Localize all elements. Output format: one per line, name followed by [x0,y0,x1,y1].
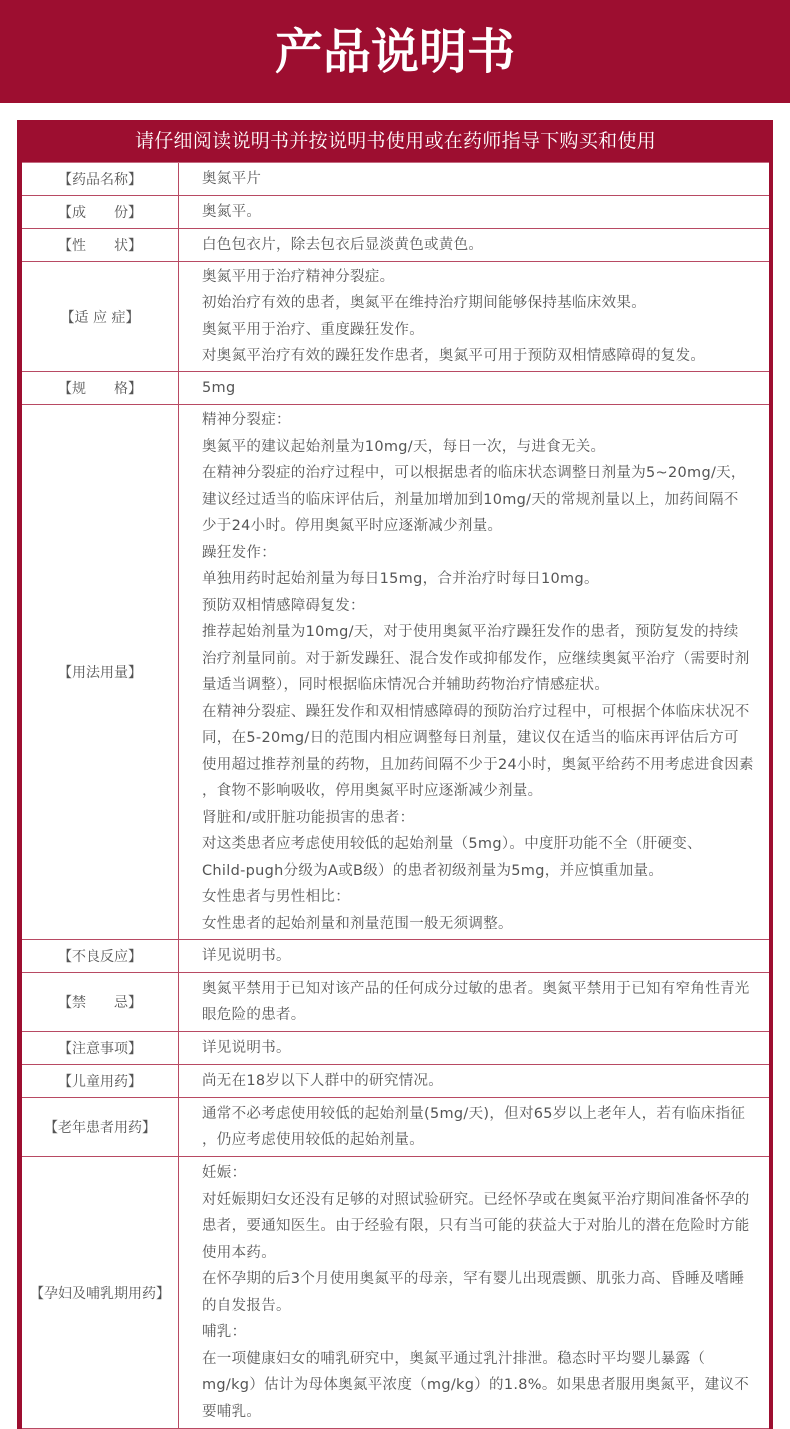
value-line: 详见说明书。 [202,1039,291,1056]
row-label: 【禁 忌】 [22,973,179,1031]
row-label: 【孕妇及哺乳期用药】 [22,1157,179,1428]
value-line: 眼危险的患者。 [202,1007,306,1023]
row-value [179,163,769,195]
value-line: 肾脏和/或肝脏功能损害的患者： [202,809,415,826]
table-row-adverse-reactions [22,940,769,973]
table-row-indications [22,262,769,372]
row-value [179,940,769,972]
value-line: 女性患者与男性相比： [202,889,350,905]
value-line: 奥氮平的建议起始剂量为10mg/天，每日一次，与进食无关。 [202,438,606,455]
row-label: 【儿童用药】 [22,1065,179,1097]
value-line: 治疗剂量同前。对于新发躁狂、混合发作或抑郁发作，应继续奥氮平治疗（需要时剂 [202,650,750,667]
table-row-dosage [22,405,769,940]
value-line: 奥氮平用于治疗精神分裂症。 [202,268,395,285]
value-line: 详见说明书。 [202,947,291,964]
row-label: 【注意事项】 [22,1032,179,1064]
row-value [179,229,769,261]
value-line: 在精神分裂症、躁狂发作和双相情感障碍的预防治疗过程中，可根据个体临床状况不 [202,703,750,720]
value-line: Child-pugh分级为A或B级）的患者初级剂量为5mg，并应慎重加量。 [202,862,664,879]
row-value [179,1098,769,1156]
value-line: 同，在5-20mg/日的范围内相应调整每日剂量，建议仅在适当的临床再评估后方可 [202,730,739,746]
value-line: ，仍应考虑使用较低的起始剂量。 [202,1132,424,1148]
instructions-table [17,120,773,1429]
instructions-grid [22,162,769,1429]
value-line: 对奥氮平治疗有效的躁狂发作患者，奥氮平可用于预防双相情感障碍的复发。 [202,348,706,364]
table-row-ingredients [22,196,769,229]
table-row-specification [22,372,769,405]
value-line: 的自发报告。 [202,1297,291,1314]
value-line: ，食物不影响吸收，停用奥氮平时应逐渐减少剂量。 [202,783,543,799]
row-value [179,1157,769,1428]
value-line: 量适当调整），同时根据临床情况合并辅助药物治疗情感症状。 [202,677,610,693]
value-line: 预防双相情感障碍复发： [202,597,365,614]
value-line: 通常不必考虑使用较低的起始剂量(5mg/天)，但对65岁以上老年人，若有临床指征 [202,1105,746,1122]
value-line: 初始治疗有效的患者，奥氮平在维持治疗期间能够保持基临床效果。 [202,295,646,311]
value-line: 女性患者的起始剂量和剂量范围一般无须调整。 [202,915,513,932]
value-line: 要哺乳。 [202,1403,262,1420]
row-label: 【药品名称】 [22,163,179,195]
value-line: 奥氮平禁用于已知对该产品的任何成分过敏的患者。奥氮平禁用于已知有窄角性青光 [202,980,750,997]
row-value [179,1065,769,1097]
table-row-appearance [22,229,769,262]
table-row-precautions [22,1032,769,1065]
value-line: 建议经过适当的临床评估后，剂量加增加到10mg/天的常规剂量以上，加药间隔不 [202,491,739,508]
value-line: 妊娠： [202,1165,247,1181]
row-value [179,405,769,939]
row-label: 【成 份】 [22,196,179,228]
row-label: 【用法用量】 [22,405,179,939]
value-line: 少于24小时。停用奥氮平时应逐渐减少剂量。 [202,518,503,534]
row-value [179,196,769,228]
value-line: 精神分裂症： [202,412,291,428]
value-line: 躁狂发作： [202,544,276,561]
value-line: 单独用药时起始剂量为每日15mg，合并治疗时每日10mg。 [202,571,599,587]
row-value [179,372,769,404]
row-label: 【规 格】 [22,372,179,404]
value-line: 患者，要通知医生。由于经验有限，只有当可能的获益大于对胎儿的潜在危险时方能 [202,1218,750,1234]
row-label: 【性 状】 [22,229,179,261]
row-value [179,973,769,1031]
page-title: 产品说明书 [274,24,515,80]
row-label: 【适 应 症】 [22,262,179,371]
value-line: 使用超过推荐剂量的药物，且加药间隔不少于24小时，奥氮平给药不用考虑进食因素 [202,756,754,773]
value-line: 对这类患者应考虑使用较低的起始剂量（5mg）。中度肝功能不全（肝硬变、 [202,836,702,852]
value-line: 在怀孕期的后3个月使用奥氮平的母亲，罕有婴儿出现震颤、肌张力高、昏睡及嗜睡 [202,1271,745,1287]
value-line: 奥氮平用于治疗、重度躁狂发作。 [202,321,424,338]
value-line: 奥氮平片 [202,170,262,187]
value-line: 5mg [202,379,236,396]
row-value [179,262,769,371]
row-label: 【老年患者用药】 [22,1098,179,1156]
value-line: 使用本药。 [202,1244,276,1261]
value-line: 哺乳： [202,1324,247,1340]
row-label: 【不良反应】 [22,940,179,972]
value-line: 白色包衣片，除去包衣后显淡黄色或黄色。 [202,236,484,253]
usage-notice: 请仔细阅读说明书并按说明书使用或在药师指导下购买和使用 [134,130,657,152]
value-line: 尚无在18岁以下人群中的研究情况。 [202,1072,444,1089]
value-line: 推荐起始剂量为10mg/天，对于使用奥氮平治疗躁狂发作的患者，预防复发的持续 [202,624,739,640]
value-line: 奥氮平。 [202,203,262,220]
row-value [179,1032,769,1064]
table-row-drug-name [22,163,769,196]
table-row-pregnancy-lactation [22,1157,769,1429]
table-row-pediatric-use [22,1065,769,1098]
table-row-contraindications [22,973,769,1032]
value-line: 在精神分裂症的治疗过程中，可以根据患者的临床状态调整日剂量为5~20mg/天， [202,465,746,481]
value-line: 对妊娠期妇女还没有足够的对照试验研究。已经怀孕或在奥氮平治疗期间准备怀孕的 [202,1191,750,1208]
value-line: mg/kg）估计为母体奥氮平浓度（mg/kg）的1.8%。如果患者服用奥氮平，建议不 [202,1377,750,1393]
value-line: 在一项健康妇女的哺乳研究中，奥氮平通过乳汁排泄。稳态时平均婴儿暴露（ [202,1350,706,1367]
header-banner [0,0,790,103]
table-row-geriatric-use [22,1098,769,1157]
